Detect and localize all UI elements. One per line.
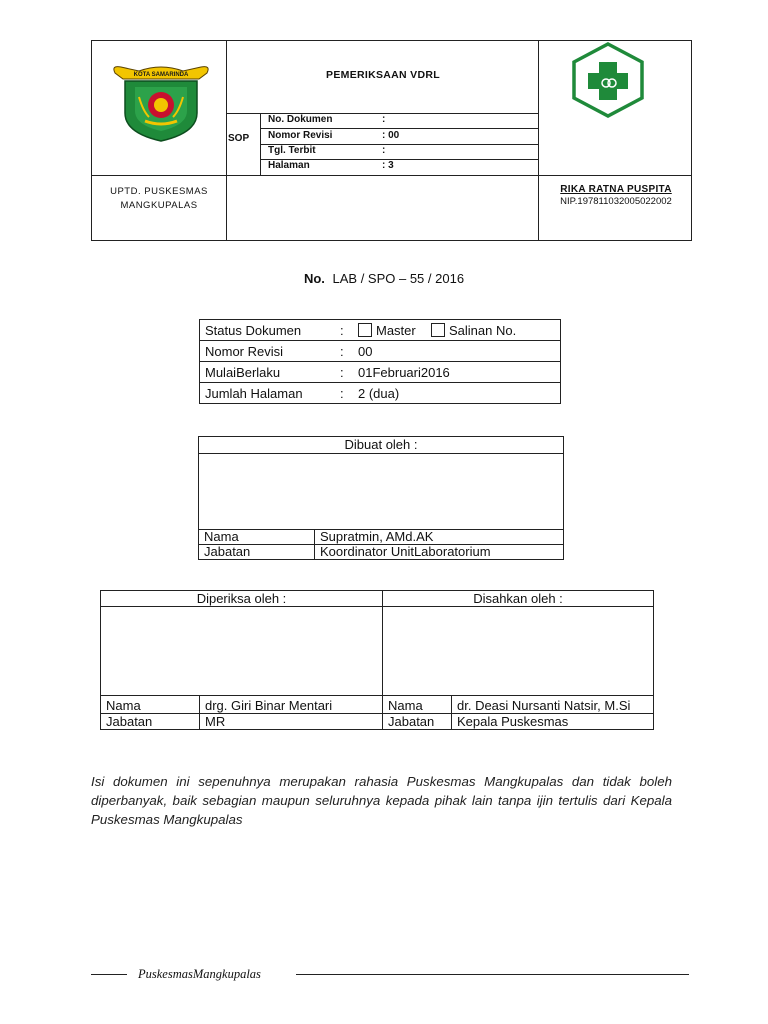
- footer-text: PuskesmasMangkupalas: [138, 967, 261, 981]
- table-row: [101, 607, 654, 696]
- nama-label: Nama: [101, 696, 200, 714]
- meta-value: :: [382, 145, 386, 156]
- jabatan-label: Jabatan: [383, 714, 452, 730]
- status-options: [358, 320, 561, 341]
- meta-row: [260, 159, 538, 173]
- signature-area: [199, 454, 564, 530]
- prepared-by-name: Supratmin, AMd.AK: [315, 530, 564, 545]
- status-label: Status Dokumen: [200, 320, 341, 341]
- table-row: [199, 530, 564, 545]
- status-colon: :: [340, 362, 358, 383]
- checked-by-position: MR: [200, 714, 383, 730]
- table-row: [101, 714, 654, 730]
- sop-label: SOP: [228, 133, 250, 144]
- meta-row: [260, 144, 538, 158]
- sop-header: [91, 40, 692, 241]
- document-title: PEMERIKSAAN VDRL: [326, 69, 440, 81]
- footer-divider: [296, 974, 689, 975]
- status-colon: :: [340, 341, 358, 362]
- meta-key: Tgl. Terbit: [268, 145, 316, 156]
- meta-key: Halaman: [268, 160, 310, 171]
- jabatan-label: Jabatan: [101, 714, 200, 730]
- status-colon: :: [340, 385, 344, 401]
- document-number-label: No.: [303, 271, 325, 286]
- document-number: [0, 271, 768, 286]
- footer-divider: [91, 974, 127, 975]
- checked-by-heading: Diperiksa oleh :: [101, 591, 383, 607]
- prepared-by-heading: Dibuat oleh :: [199, 437, 564, 454]
- master-option-label: Master: [376, 322, 416, 338]
- emblem-banner-text: KOTA SAMARINDA: [133, 72, 189, 78]
- approved-by-heading: Disahkan oleh :: [383, 591, 654, 607]
- table-row: [199, 437, 564, 454]
- approved-by-name: dr. Deasi Nursanti Natsir, M.Si: [452, 696, 654, 714]
- meta-value: : 00: [382, 130, 400, 141]
- jabatan-label: Jabatan: [199, 545, 315, 560]
- meta-row: [260, 129, 538, 143]
- meta-row: [260, 113, 538, 127]
- status-value: 00: [358, 341, 561, 362]
- table-row: [101, 696, 654, 714]
- approved-by-position: Kepala Puskesmas: [452, 714, 654, 730]
- salinan-option-label: Salinan No.: [448, 322, 517, 338]
- master-checkbox[interactable]: [358, 323, 372, 337]
- signer-name: RIKA RATNA PUSPITA: [560, 184, 672, 195]
- status-label: MulaiBerlaku: [200, 362, 341, 383]
- meta-value: : 3: [382, 160, 394, 171]
- prepared-by-position: Koordinator UnitLaboratorium: [315, 545, 564, 560]
- meta-key: No. Dokumen: [268, 114, 333, 125]
- document-number-value: LAB / SPO – 55 / 2016: [332, 271, 465, 286]
- table-row: [199, 545, 564, 560]
- status-label: Jumlah Halaman: [205, 385, 303, 401]
- signature-area: [101, 607, 383, 696]
- org-line: MANGKUPALAS: [120, 200, 198, 211]
- checked-by-name: drg. Giri Binar Mentari: [200, 696, 383, 714]
- table-row: [101, 591, 654, 607]
- city-emblem-logo: [109, 61, 213, 143]
- organization-name: [92, 185, 226, 213]
- signer-nip: NIP.197811032005022002: [560, 196, 672, 207]
- table-row: [200, 362, 561, 383]
- nama-label: Nama: [199, 530, 315, 545]
- puskesmas-logo: [568, 41, 648, 121]
- meta-value: :: [382, 114, 386, 125]
- confidentiality-notice: Isi dokumen ini sepenuhnya merupakan rahasia Puskesmas Mangkupalas dan tidak boleh diperbanyak, baik sebagian maupun seluruhnya kepada pihak lain tanpa ijin tertulis dari Kepala Puskesmas Mangkupalas: [91, 774, 672, 827]
- salinan-checkbox[interactable]: [431, 323, 445, 337]
- document-status-table: [199, 319, 561, 404]
- status-colon: :: [340, 320, 358, 341]
- approval-table: [100, 590, 654, 730]
- meta-key: Nomor Revisi: [268, 130, 333, 141]
- table-row: [200, 341, 561, 362]
- org-line: UPTD. PUSKESMAS: [110, 186, 208, 197]
- prepared-by-table: [198, 436, 564, 560]
- nama-label: Nama: [383, 696, 452, 714]
- table-row: [200, 383, 561, 404]
- signature-area: [383, 607, 654, 696]
- status-label: Nomor Revisi: [200, 341, 341, 362]
- table-row: [199, 454, 564, 530]
- status-value: 01Februari2016: [358, 362, 561, 383]
- table-row: [200, 320, 561, 341]
- status-value: 2 (dua): [358, 385, 400, 401]
